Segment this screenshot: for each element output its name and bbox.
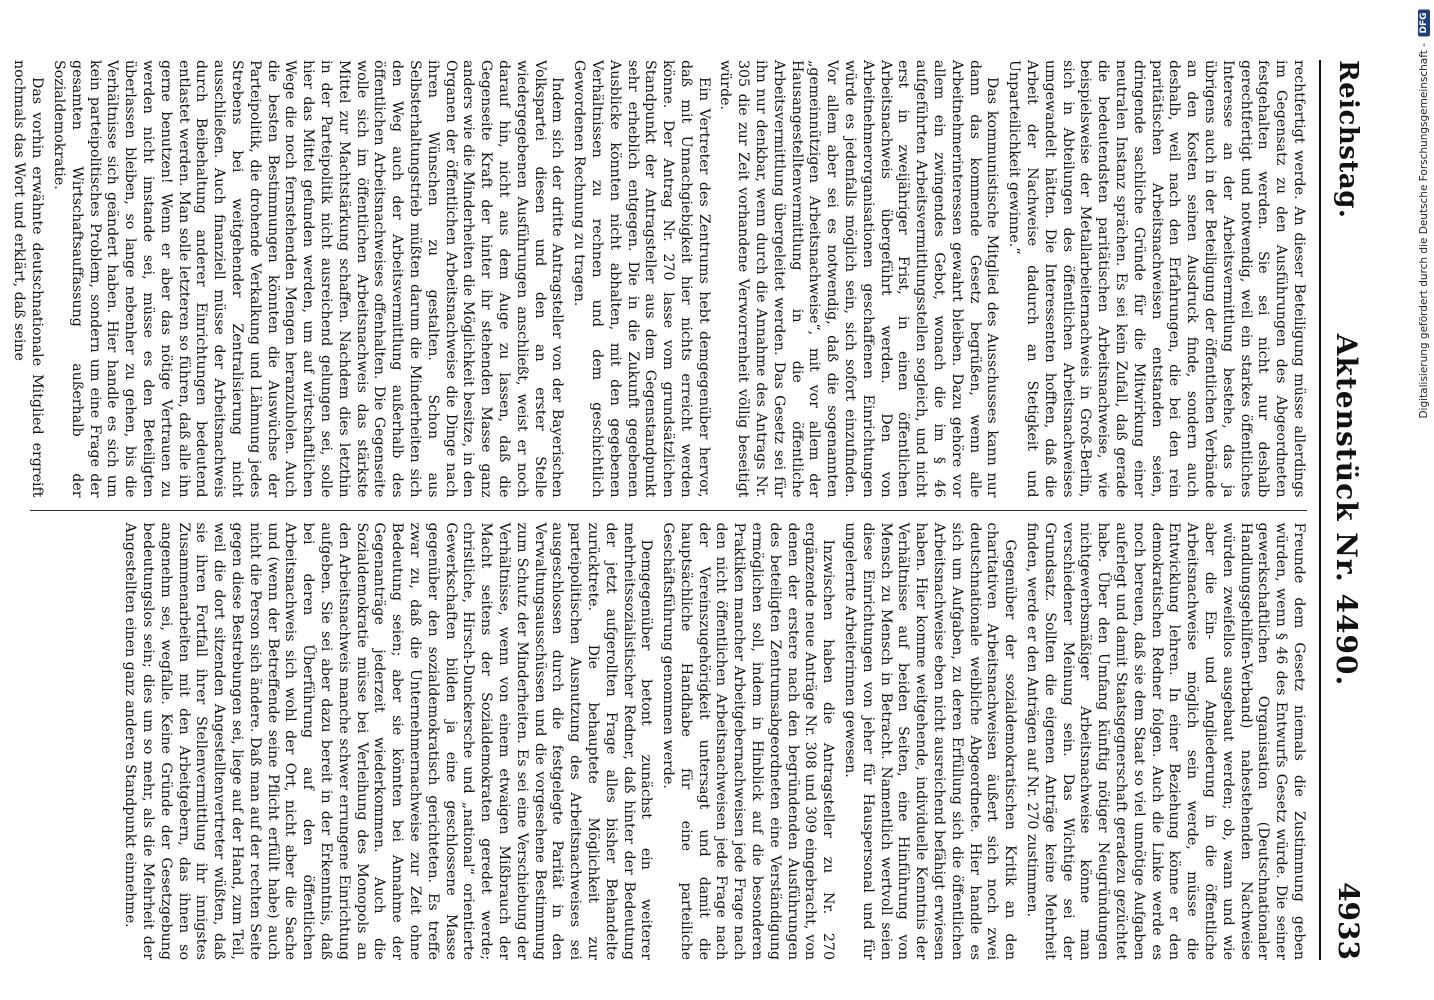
paragraph: Inzwischen haben die Antragsteller zu Nr. 270 ergänzende neue Anträge Nr. 308 und 309 eingebracht, von denen der erstere nach den begründenden Ausführungen des beteiligten Zentrumsabgeordneten eine Verständigung ermöglichen soll, indem in Hinblick auf die besonderen Praktiken mancher Arbeitgebernachweisen jede Frage nach den nicht öffentlichen Arbeitsnachweisen jede Frage nach der Vereinszugehörigkeit untersagt und damit die hauptsächliche Handhabe für eine parteiliche Geschäftsführung genommen werde.: [660, 522, 837, 960]
dfg-logo: DFG: [1418, 10, 1430, 37]
page-number: 4933: [1332, 882, 1365, 960]
paragraph: rechtfertigt werde. An dieser Beteiligung müsse allerdings im Gegensatz zu den Ausführungen des Abgeordneten festgehalten werden. Sie sei nicht nur deshalb gerechtfertigt und notwendig, weil ein starkes öffentliches Interesse an der Arbeitsvermittlung bestehe, das ja übrigens auch in der Beteiligung der öffentlichen Verbände an den Kosten seinen Ausdruck finde, sondern auch deshalb, weil nach den Erfahrungen, die bei den rein paritätischen Arbeitsnachweisen entstanden seien, dringende sachliche Gründe für die Mitwirkung einer neutralen Instanz sprächen. Es sei kein Zufall, daß gerade die bedeutendsten paritätischen Arbeitsnachweise, wie beispielsweise der Metallarbeiternachweis in Groß-Berlin, sich in Abteilungen des öffentlichen Arbeitsnachweises umgewandelt hätten. Die Interessenten hofften, daß die Arbeit der Nachweise dadurch an Stetigkeit und Unparteilichkeit gewinne.“: [1006, 60, 1307, 498]
paragraph: Das kommunistische Mitglied des Ausschusses kann nur dann das kommende Gesetz begrüßen, wenn alle Arbeitnehmerinteressen gewahrt bleiben. Dazu gehöre vor allem ein zwingendes Gebot, wonach die im § 46 aufgeführten Arbeitsvermittlungsstellen sogleich, und nicht erst in zweijähriger Frist, in einen öffentlichen Arbeitsnachweis übergeführt werden. Den von Arbeitnehmerorganisationen geschaffenen Einrichtungen würde es jedenfalls möglich sein, sich sofort einzufinden. Vor allem aber sei es notwendig, daß die sogenannten „gemeinnützigen Arbeitsnachweise“, mit vor allem der Hausangestelltenvermittlung in die öffentliche Arbeitsvermittlung übergeleitet werden. Das Gesetz sei für ihn nur denkbar, wenn durch die Annahme des Antrags Nr. 305 die zur Zeit vorhandene Verworrenheit völlig beseitigt würde.: [717, 60, 1001, 498]
credit-text: Digitalisierung gefördert durch die Deutsche Forschungsgemeinschaft -: [1418, 43, 1430, 419]
digitization-credit: [1418, 10, 1430, 419]
chamber-title: Reichstag.: [1333, 60, 1363, 219]
paragraph: Demgegenüber betont zunächst ein weiterer mehrheitssozialistischer Redner, daß hinter der Bedeutung der jetzt aufgerollten Frage alles bisher Behandelte zurücktrete. Die behauptete Möglichkeit zur parteipolitischen Ausnutzung des Arbeitsnachweises sei ausgeschlossen durch die festgelegte Parität in den Verwaltungsausschüssen und die vorgesehene Bestimmung zum Schutz der Minderheiten. Es sei eine Verschiebung der Verhältnisse, wenn von einem etwaigen Mißbrauch der Macht seitens der Sozialdemokraten geredet werde; christliche, Hirsch-Dunckersche und „national“ orientierte Gewerkschaften bilden ja eine geschlossene Masse gegenüber den sozialdemokratisch gerichteten. Es treffe zwar zu, daß die Unternehmernachweise zur Zeit ohne Bedeutung seien; aber sie könnten bei Annahme der Gegenanträge jederzeit wiederkommen. Auch die Sozialdemokratie müsse bei Verleihung des Monopols an den Arbeitsnachweis manche schwer errungene Einrichtung aufgeben. Sie sei aber dazu bereit in der Erkenntnis, daß bei deren Überführung auf den öffentlichen Arbeitsnachweis sich wohl der Ort, nicht aber die Sache und (wenn der Betreffende seine Pflicht erfüllt habe) auch nicht die Person sich ändere. Daß man auf der rechten Seite gegen diese Bestrebungen sei, liege auf der Hand, zum Teil, weil die dort sitzenden Angestelltenvertreter wüßten, daß sie ihren Fortfall ihrer Stellenvermittlung ihr innigstes Zusammenarbeiten mit den Arbeitgebern, das ihnen so angenehm sei, wegfalle. Keine Gründe der Gesetzgebung bedeutungslos sein; dies um so mehr, als die Mehrheit der Angestellten einen ganz anderen Standpunkt einnehme.: [122, 522, 655, 960]
paragraph: Gegenüber der sozialdemokratischen Kritik an den charitativen Arbeitsnachweisen äußert sich noch zwei deutschnationale weibliche Abgeordnete. Hier handle es sich um Aufgaben, zu deren Erfüllung sich die öffentlichen Arbeitsnachweise eben nicht ausreichend befähigt erwiesen haben. Hier komme weitgehende, individuelle Kenntnis der Verhältnisse auf beiden Seiten, eine Hinführung von Mensch zu Mensch in Betracht. Namentlich wertvoll seien diese Einrichtungen von jeher für Hauspersonal und für ungelernte Arbeiterinnen gewesen.: [842, 522, 1019, 960]
right-column: [30, 511, 1307, 961]
left-column: [11, 60, 1307, 510]
page-header: [1319, 60, 1367, 960]
paragraph: Freunde dem Gesetz niemals die Zustimmung geben würden, wenn § 46 des Entwurfs Gesetz würde. Die seiner gewerkschaftlichen Organisation (Deutschnationaler Handlungsgehilfen-Verband) nahestehenden Nachweise würden zweifellos ausgebaut werden; ob, wann und wie aber die Ein- und Angliederung in die öffentliche Arbeitsnachweise möglich sein werde, müsse die Entwicklung lehren. In einer Beziehung könne er den demokratischen Redner folgen. Auch die Linke werde es noch bereuen, daß sie dem Staat so viel unnötige Aufgaben auferlegt und damit Staatsgegnerschaft geradezu gezüchtet habe. Über den Umfang künftig nötiger Neugründungen nichtgewerbsmäßiger Arbeitsnachweise könne man verschiedener Meinung sein. Das Wichtige sei der Grundsatz. Sollten die eigenen Anträge keine Mehrheit finden, werde er den Anträgen auf Nr. 270 zustimmen.: [1024, 522, 1307, 960]
paragraph: Indem sich der dritte Antragsteller von der Bayerischen Volkspartei diesen und den an erster Stelle wiedergegebenen Ausführungen anschließt, weist er noch darauf hin, nicht aus dem Auge zu lassen, daß die Gegenseite Kraft der hinter ihr stehenden Masse ganz anders wie die Minderheiten die Möglichkeit besitze, in den Organen der öffentlichen Arbeitsnachweise die Dinge nach ihren Wünschen zu gestalten. Schon aus Selbsterhaltungstrieb müßten darum die Minderheiten sich den Weg auch der Arbeitsvermittlung außerhalb des öffentlichen Arbeitsnachweises offenhalten. Die Gegenseite wolle sich im öffentlichen Arbeitsnachweis das stärkste Mittel zur Machtstärkung schaffen. Nachdem dies letzthin in der Parteipolitik nicht ausreichend gelungen sei, solle hier das Mittel gefunden werden, um auf wirtschaftlichen Wege die noch fernstehenden Mengen heranzuholen. Auch die besten Bestimmungen könnten die Auswüchse der Parteipolitik, die drohende Verkalkung und Lähmung jedes Strebens bei weitgehender Zentralisierung nicht ausschließen. Auch finanziell müsse der Arbeitsnachweis durch Beibehaltung anderer Einrichtungen bedeutend entlastet werden. Man solle letzteren so führen, daß alle ihn gerne benutzen! Wenn er aber das nötige Vertrauen zu werden nicht imstande sei, müsse es den Beteiligten überlassen bleiben, so lange nebenher zu gehen, bis die Verhältnisse sich geändert haben. Hier handle es sich um kein parteipolitisches Problem, sondern um eine Frage der gesamten Wirtschaftsauffassung außerhalb der Sozialdemokratie.: [51, 60, 566, 498]
document-number: Aktenstück Nr. 4490.: [1330, 333, 1363, 687]
paragraph: Ein Vertreter des Zentrums hebt demgegenüber hervor, daß mit Unnachgiebigkeit hier nichts erreicht werden könne. Der Antrag Nr. 270 lasse vom grundsätzlichen Standpunkt der Antragsteller aus dem Gegenstandpunkt sehr erheblich entgegen. Die in die Zukunft gegebenen Ausblicke könnten nicht abhalten, mit den gegebenen Verhältnissen zu rechnen und dem geschichtlich Gewordenen Rechnung zu tragen.: [571, 60, 712, 498]
text-columns: [11, 60, 1307, 960]
paragraph: Das vorhin erwähnte deutschnationale Mitglied ergreift nochmals das Wort und erklärt, daß seine: [11, 60, 46, 498]
